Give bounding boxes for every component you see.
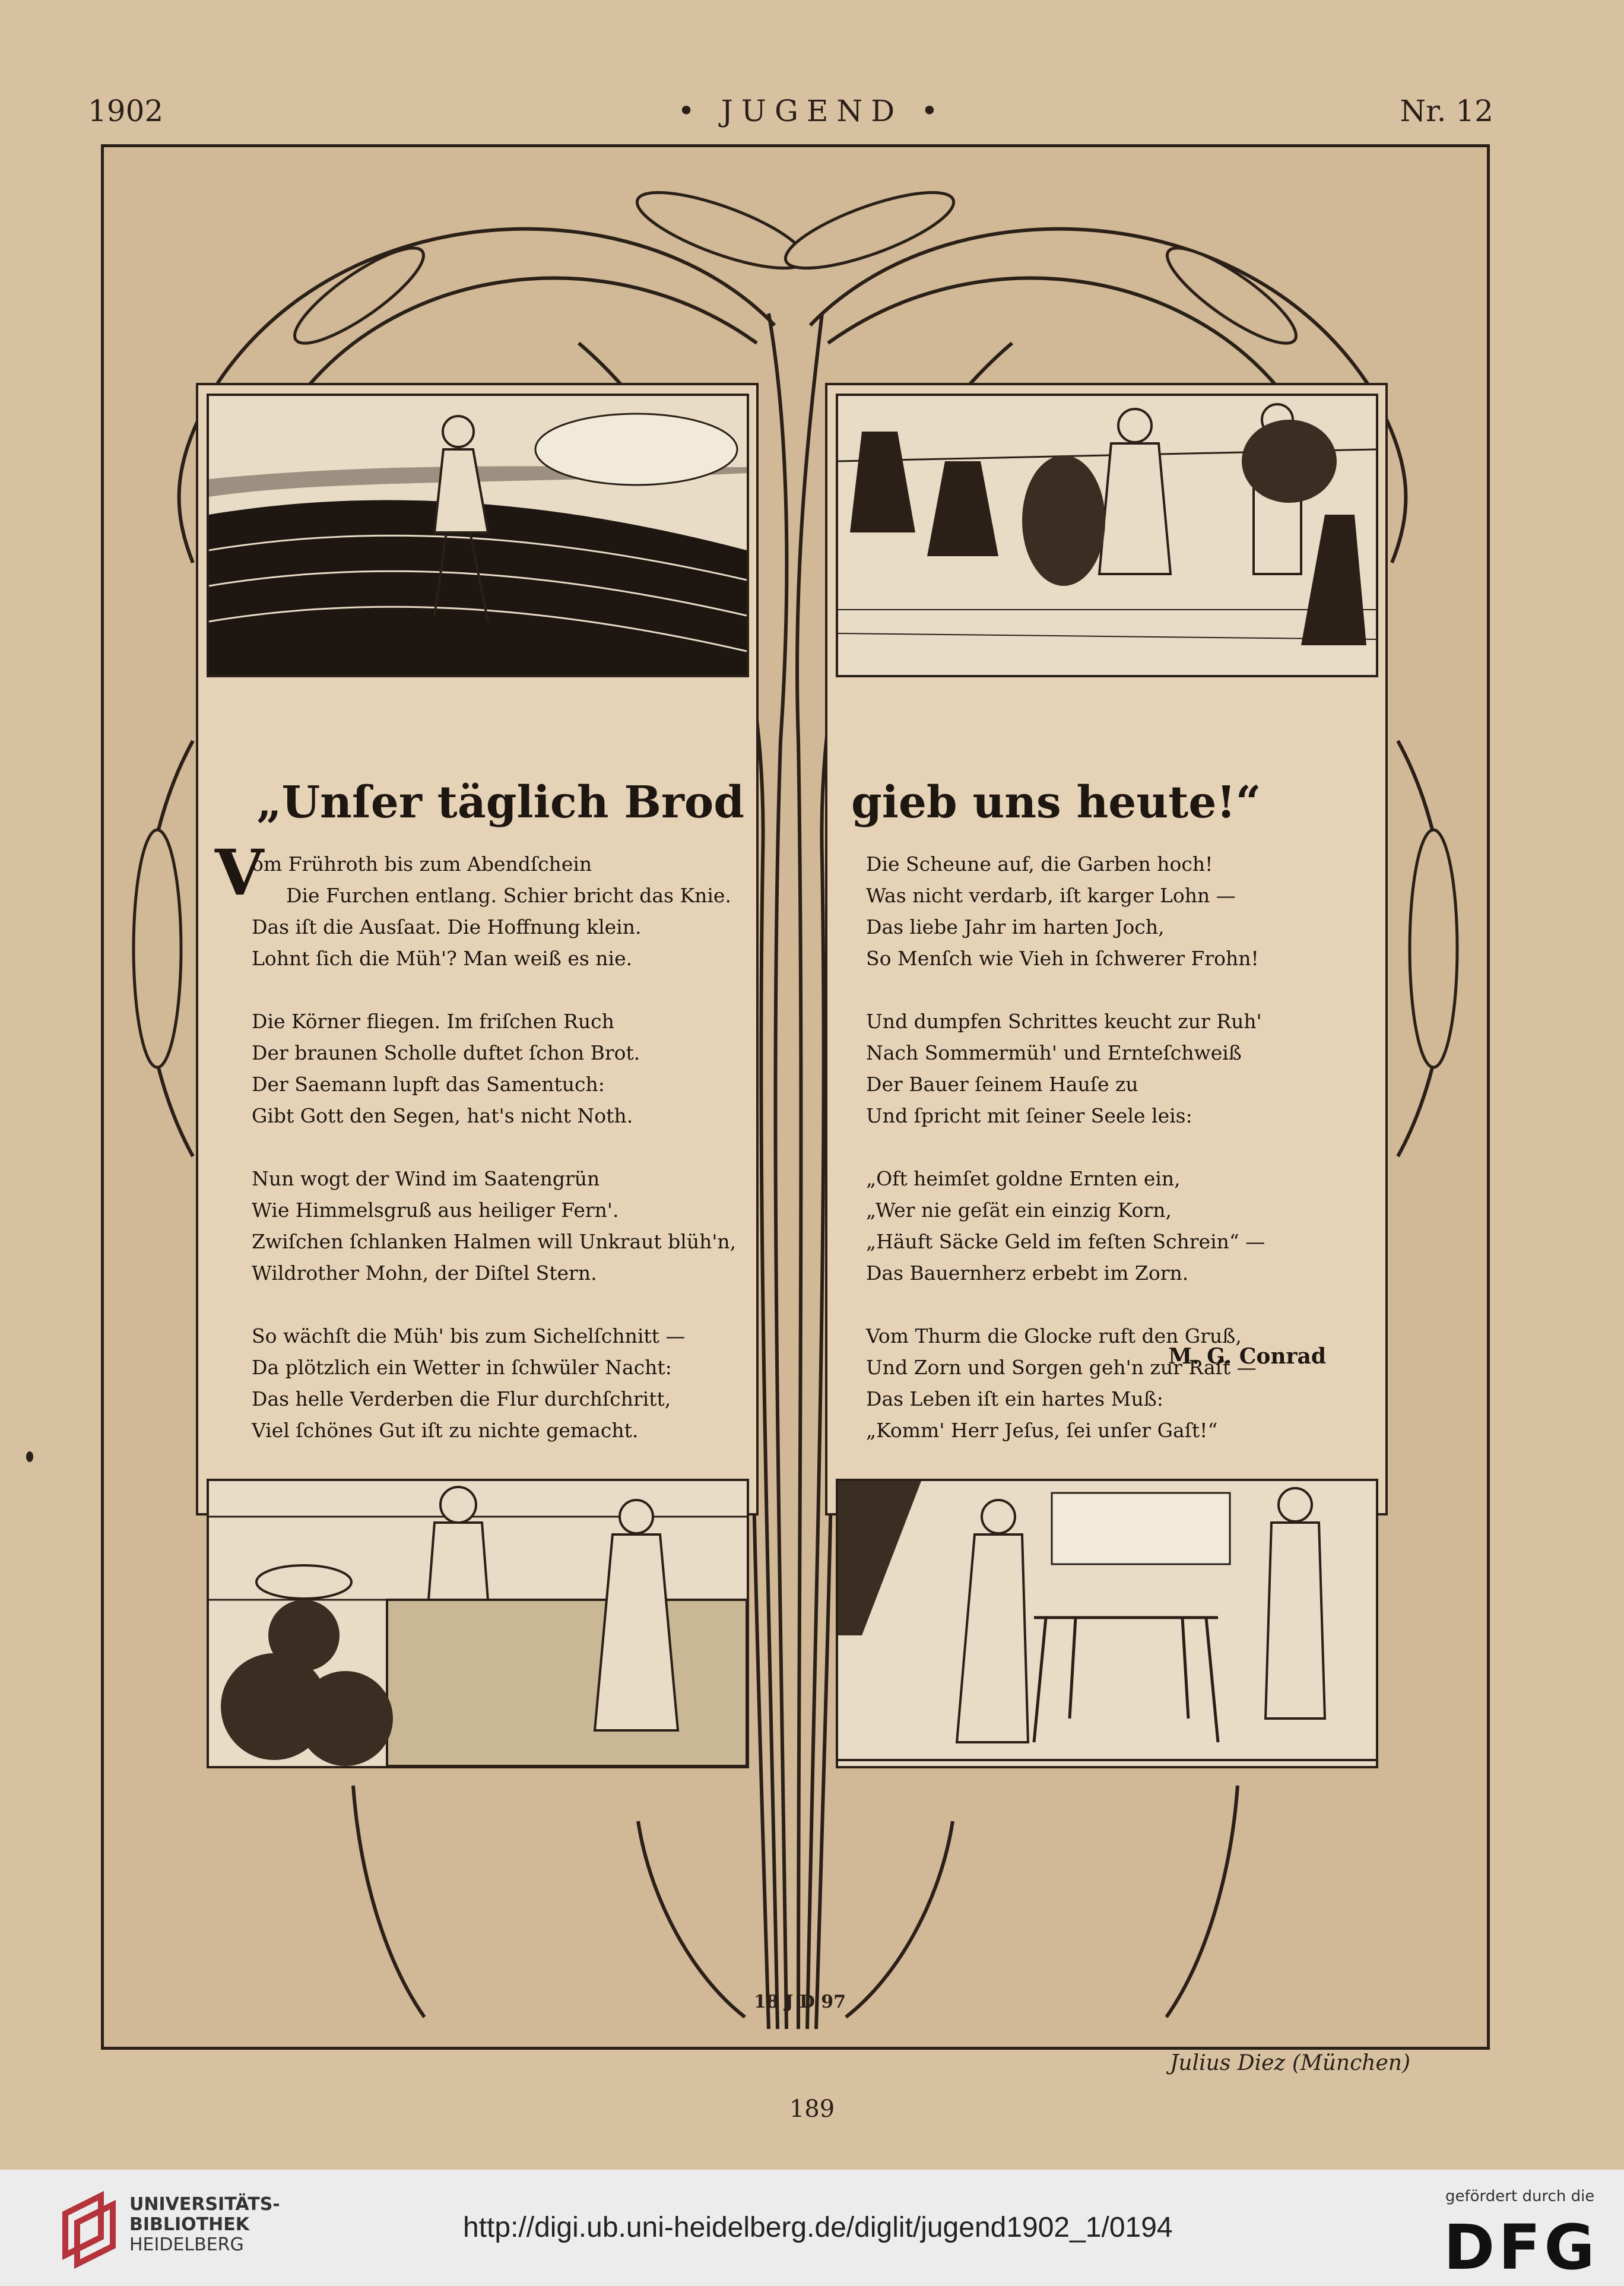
verse-line: Lohnt ſich die Müh'? Man weiß es nie. bbox=[252, 947, 633, 970]
digitization-footer bbox=[0, 2170, 1624, 2286]
verse-line: Das Leben iſt ein hartes Muß: bbox=[866, 1387, 1163, 1410]
verse-line: „Komm' Herr Jeſus, ſei unſer Gaſt!“ bbox=[866, 1419, 1218, 1442]
stanza bbox=[866, 848, 1265, 974]
stanza bbox=[252, 1006, 736, 1131]
verse-line: Das liebe Jahr im harten Joch, bbox=[866, 915, 1165, 939]
funder-note: gefördert durch die bbox=[1445, 2187, 1595, 2205]
magazine-title: • JUGEND • bbox=[677, 94, 947, 128]
right-poem-panel bbox=[825, 383, 1388, 1515]
illustration-farmhouse bbox=[836, 1479, 1378, 1768]
stanza bbox=[252, 1163, 736, 1289]
margin-dot bbox=[26, 1451, 33, 1462]
verse-line: Die Furchen entlang. Schier bricht das Knie. bbox=[286, 884, 731, 907]
verse-line: Und dumpfen Schrittes keucht zur Ruh' bbox=[866, 1010, 1262, 1033]
artist-credit: Julius Diez (München) bbox=[1170, 2051, 1410, 2075]
university-library-logo-icon bbox=[59, 2190, 119, 2273]
verse-line: Wildrother Mohn, der Diſtel Stern. bbox=[252, 1261, 597, 1285]
drop-capital: V bbox=[215, 835, 264, 909]
verse-line: Der Saemann lupft das Samentuch: bbox=[252, 1073, 605, 1096]
verse-line: Das Bauernherz erbebt im Zorn. bbox=[866, 1261, 1189, 1285]
issue-number: Nr. 12 bbox=[1400, 94, 1493, 128]
verse-line: So wächſt die Müh' bis zum Sichelſchnitt — bbox=[252, 1324, 686, 1347]
verse-line: Wie Himmelsgruß aus heiliger Fern'. bbox=[252, 1199, 619, 1222]
artist-monogram: 18 J D 97 bbox=[754, 1992, 846, 2012]
stanza bbox=[866, 1006, 1265, 1131]
verse-line: So Menſch wie Vieh in ſchwerer Frohn! bbox=[866, 947, 1259, 970]
poem-title-right: gieb uns heute!“ bbox=[851, 777, 1261, 828]
stanza bbox=[866, 1320, 1265, 1446]
illustration-harvest bbox=[836, 394, 1378, 677]
header-year: 1902 bbox=[88, 94, 164, 128]
verse-line: Zwiſchen ſchlanken Halmen will Unkraut blüh'n, bbox=[252, 1230, 737, 1253]
library-name-line: UNIVERSITÄTS- bbox=[129, 2194, 280, 2215]
dfg-logo: DFG bbox=[1444, 2211, 1598, 2284]
library-name bbox=[129, 2195, 280, 2255]
verse-line: „Oft heimſet goldne Ernten ein, bbox=[866, 1167, 1181, 1190]
harvest-woodcut-icon bbox=[838, 396, 1376, 675]
verse-line: Das iſt die Ausſaat. Die Hoffnung klein. bbox=[252, 915, 642, 939]
library-name-line: BIBLIOTHEK bbox=[129, 2214, 249, 2235]
library-name-line: HEIDELBERG bbox=[129, 2234, 244, 2255]
illustration-sower bbox=[207, 394, 749, 677]
verse-line: Nun wogt der Wind im Saatengrün bbox=[252, 1167, 600, 1190]
left-stanzas bbox=[215, 835, 737, 1478]
left-poem-panel bbox=[196, 383, 759, 1515]
verse-line: Der braunen Scholle duftet ſchon Brot. bbox=[252, 1041, 640, 1064]
page-number: 189 bbox=[789, 2095, 835, 2123]
verse-line: Was nicht verdarb, iſt karger Lohn — bbox=[866, 884, 1236, 907]
verse-line: Und Zorn und Sorgen geh'n zur Raſt — bbox=[866, 1356, 1257, 1379]
verse-line: Die Scheune auf, die Garben hoch! bbox=[866, 852, 1213, 876]
verse-line: „Häuft Säcke Geld im feſten Schrein“ — bbox=[866, 1230, 1265, 1253]
sower-woodcut-icon bbox=[209, 396, 747, 675]
verse-line: om Frühroth bis zum Abendſchein bbox=[252, 852, 592, 876]
farmhouse-woodcut-icon bbox=[838, 1481, 1376, 1766]
verse-line: Das helle Verderben die Flur durchſchritt, bbox=[252, 1387, 671, 1410]
poem-title-left: „Unſer täglich Brod bbox=[256, 777, 744, 828]
stanza bbox=[215, 835, 736, 974]
illustration-bakery bbox=[207, 1479, 749, 1768]
verse-line: Vom Thurm die Glocke ruft den Gruß, bbox=[866, 1324, 1242, 1347]
verse-line: „Wer nie geſät ein einzig Korn, bbox=[866, 1199, 1172, 1222]
source-url-link[interactable]: http://digi.ub.uni-heidelberg.de/diglit/jugend1902_1/0194 bbox=[463, 2212, 1173, 2243]
verse-line: Nach Sommermüh' und Ernteſchweiß bbox=[866, 1041, 1242, 1064]
verse-line: Gibt Gott den Segen, hat's nicht Noth. bbox=[252, 1104, 633, 1127]
right-stanzas bbox=[866, 848, 1265, 1478]
poem-author: M. G. Conrad bbox=[1168, 1344, 1326, 1369]
stanza bbox=[252, 1320, 736, 1446]
verse-line: Die Körner fliegen. Im friſchen Ruch bbox=[252, 1010, 614, 1033]
verse-line: Da plötzlich ein Wetter in ſchwüler Nacht: bbox=[252, 1356, 672, 1379]
verse-line: Und ſpricht mit ſeiner Seele leis: bbox=[866, 1104, 1192, 1127]
verse-line: Viel ſchönes Gut iſt zu nichte gemacht. bbox=[252, 1419, 639, 1442]
stanza bbox=[866, 1163, 1265, 1289]
verse-line: Der Bauer ſeinem Hauſe zu bbox=[866, 1073, 1138, 1096]
bakery-woodcut-icon bbox=[209, 1481, 747, 1766]
